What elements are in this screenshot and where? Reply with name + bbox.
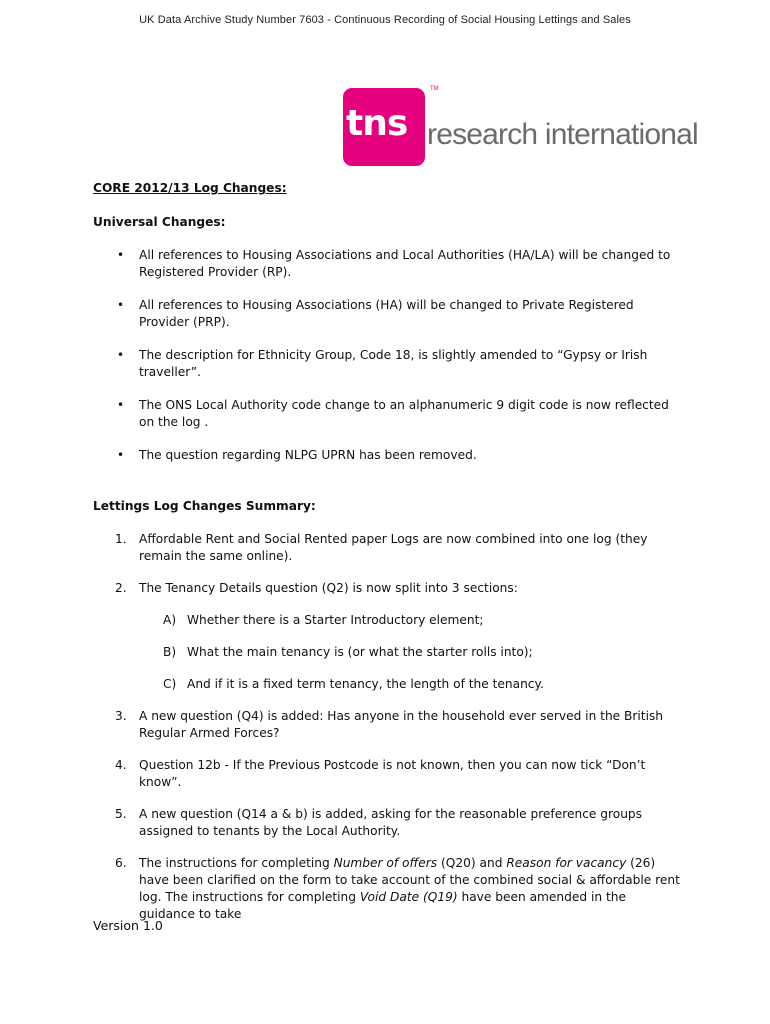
list-item: A) Whether there is a Starter Introductory element; [163, 613, 484, 627]
list-item: 5. A new question (Q14 a & b) is added, asking for the reasonable preference groups assigned to tenants by the Local Authority. [115, 807, 643, 838]
list-item: • All references to Housing Associations and Local Authorities (HA/LA) will be changed to Registered Provider (RP). [117, 248, 671, 279]
version-footer: Version 1.0 [93, 918, 163, 933]
tns-logo [343, 86, 698, 168]
document-title: CORE 2012/13 Log Changes: [93, 181, 287, 195]
list-item: 1. Affordable Rent and Social Rented paper Logs are now combined into one log (they remain the same online). [115, 532, 648, 563]
list-item: B) What the main tenancy is (or what the starter rolls into); [163, 645, 533, 659]
logo-tagline: research international [427, 118, 698, 151]
list-item: 6. The instructions for completing Number of offers (Q20) and Reason for vacancy (26) have been clarified on the form to take account of the combined social & affordable rent log. The instructions for completing Void Date (Q19) have been amended in the guidance to take [115, 856, 680, 921]
tenancy-sublist [139, 612, 683, 693]
lettings-list [93, 531, 683, 923]
universal-list [93, 247, 683, 464]
list-item: C) And if it is a fixed term tenancy, the length of the tenancy. [163, 677, 544, 691]
page-header: UK Data Archive Study Number 7603 - Continuous Recording of Social Housing Lettings and Sales [139, 14, 631, 26]
list-item: 3. A new question (Q4) is added: Has anyone in the household ever served in the British Regular Armed Forces? [115, 709, 664, 740]
bullet-icon: • [117, 348, 125, 362]
bullet-icon: • [117, 398, 125, 412]
bullet-icon: • [117, 298, 125, 312]
list-item: • The description for Ethnicity Group, Code 18, is slightly amended to “Gypsy or Irish traveller”. [117, 348, 648, 379]
list-item: 4. Question 12b - If the Previous Postcode is not known, then you can now tick “Don’t know”. [115, 758, 646, 789]
universal-heading: Universal Changes: [93, 215, 226, 229]
logo-trademark: TM [430, 86, 439, 92]
bullet-icon: • [117, 248, 125, 262]
list-item: • All references to Housing Associations (HA) will be changed to Private Registered Provider (PRP). [117, 298, 634, 329]
logo-brand: tns [346, 103, 408, 144]
list-item: • The ONS Local Authority code change to an alphanumeric 9 digit code is now reflected on the log . [117, 398, 669, 429]
bullet-icon: • [117, 448, 125, 462]
list-item: 2. The Tenancy Details question (Q2) is now split into 3 sections: A) Whether there is a Starter Introductory element; B) What the main tenancy is (or what the starter rolls into); C) And if it is a fixed term tenancy, the length of the tenancy. [93, 580, 683, 693]
lettings-heading: Lettings Log Changes Summary: [93, 499, 316, 513]
document-body [93, 180, 683, 938]
list-item: • The question regarding NLPG UPRN has been removed. [117, 448, 477, 462]
